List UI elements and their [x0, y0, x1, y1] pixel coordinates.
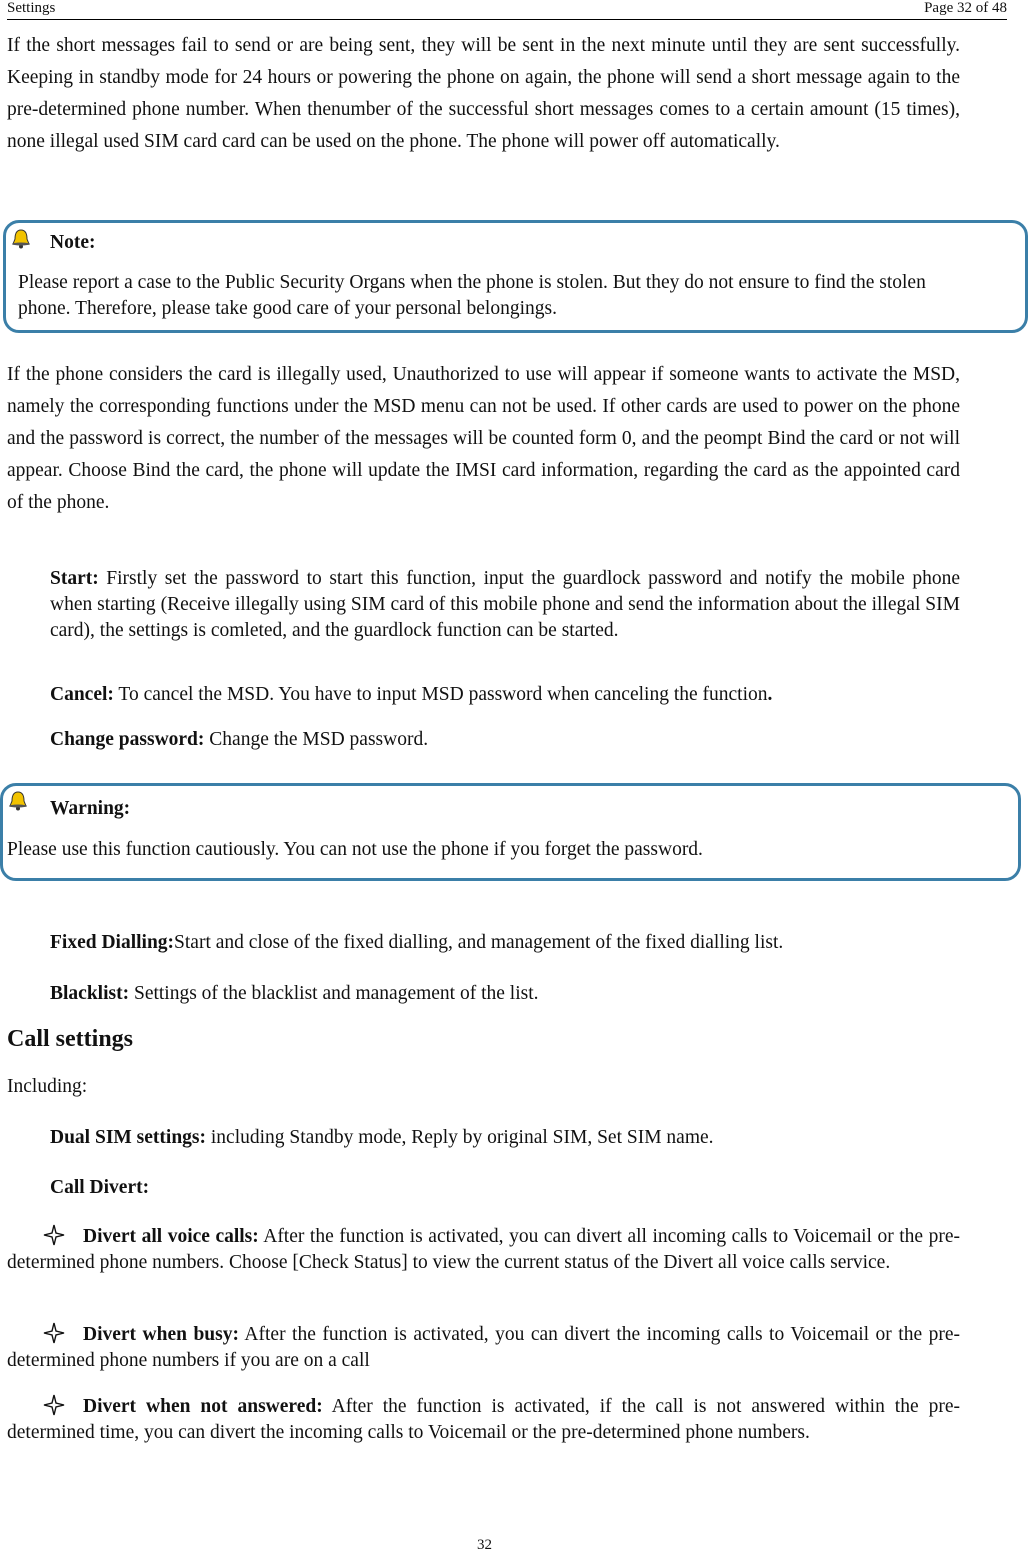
item-label: Start: [50, 568, 99, 589]
item-text: Change the MSD password. [204, 729, 429, 750]
item-text: including Standby mode, Reply by original SIM, Set SIM name. [206, 1127, 714, 1148]
security-item-blacklist [50, 981, 960, 1007]
bell-icon [7, 790, 29, 812]
including-label: Including: [7, 1076, 88, 1097]
divert-item-busy [7, 1322, 960, 1374]
section-heading: Call settings [7, 1026, 133, 1052]
item-text: Settings of the blacklist and management of the list. [129, 983, 539, 1004]
note-text: Please report a case to the Public Security Organs when the phone is stolen. But they do not ensure to find the stolen phone. Therefore, please take good care of your personal belongings. [18, 272, 926, 319]
item-label: Divert when not answered: [83, 1396, 323, 1417]
item-label: Divert when busy: [83, 1324, 239, 1345]
item-text: After the function is activated, you can divert the incoming calls to Voicemail or the pre-determined phone numbers if you are on a call [7, 1324, 960, 1371]
page-number: 32 [477, 1537, 492, 1553]
header-section-title: Settings [7, 0, 56, 16]
item-label: Call Divert: [50, 1177, 150, 1198]
item-label: Blacklist: [50, 983, 130, 1004]
call-divert-label [50, 1175, 960, 1201]
msd-item-start [50, 566, 960, 644]
note-title: Note: [50, 232, 96, 253]
warning-title: Warning: [50, 798, 131, 819]
item-label: Fixed Dialling: [50, 932, 175, 953]
page-header [7, 0, 1007, 20]
msd-paragraph: If the phone considers the card is illegally used, Unauthorized to use will appear if someone wants to activate the MSD, namely the corresponding functions under the MSD menu can not be used. If other cards are used to power on the phone and the password is correct, the number of the messages will be counted form 0, and the peompt Bind the card or not will appear. Choose Bind the card, the phone will update the IMSI card information, regarding the card as the appointed card of the phone. [7, 364, 960, 513]
msd-item-cancel [50, 682, 960, 708]
item-text: Start and close of the fixed dialling, and management of the fixed dialling list. [174, 932, 784, 953]
item-label: Dual SIM settings: [50, 1127, 207, 1148]
msd-item-change-password [50, 727, 960, 753]
security-item-fixed-dialling [50, 930, 960, 956]
item-text: To cancel the MSD. You have to input MSD password when canceling the function [113, 684, 768, 705]
divert-item-all-voice [7, 1224, 960, 1276]
item-text: After the function is activated, you can divert all incoming calls to Voicemail or the pre-determined phone numbers. Choose [Check Status] to view the current status of the Divert all voice calls service. [7, 1226, 960, 1273]
warning-box [0, 783, 1021, 881]
four-point-star-icon [43, 1394, 65, 1416]
item-suffix: . [767, 684, 773, 705]
item-label: Divert all voice calls: [83, 1226, 259, 1247]
header-page-label: Page 32 of 48 [924, 0, 1007, 16]
warning-text: Please use this function cautiously. You can not use the phone if you forget the password. [7, 839, 703, 860]
divert-item-not-answered [7, 1394, 960, 1446]
item-label: Cancel: [50, 684, 114, 705]
four-point-star-icon [43, 1224, 65, 1246]
intro-paragraph: If the short messages fail to send or are being sent, they will be sent in the next minute until they are sent successfully. Keeping in standby mode for 24 hours or powering the phone on again, the phone will send a short message again to the pre-determined phone number. When thenumber of the successful short messages comes to a certain amount (15 times), none illegal used SIM card card can be used on the phone. The phone will power off automatically. [7, 35, 960, 152]
item-text: Firstly set the password to start this function, input the guardlock password and notify the mobile phone when starting (Receive illegally using SIM card of this mobile phone and send the information about the illegal SIM card), the settings is comleted, and the guardlock function can be started. [50, 568, 960, 641]
four-point-star-icon [43, 1322, 65, 1344]
dual-sim-item [50, 1125, 960, 1151]
item-text: After the function is activated, if the call is not answered within the pre-determined time, you can divert the incoming calls to Voicemail or the pre-determined phone numbers. [7, 1396, 960, 1443]
item-label: Change password: [50, 729, 205, 750]
bell-icon [10, 228, 32, 250]
